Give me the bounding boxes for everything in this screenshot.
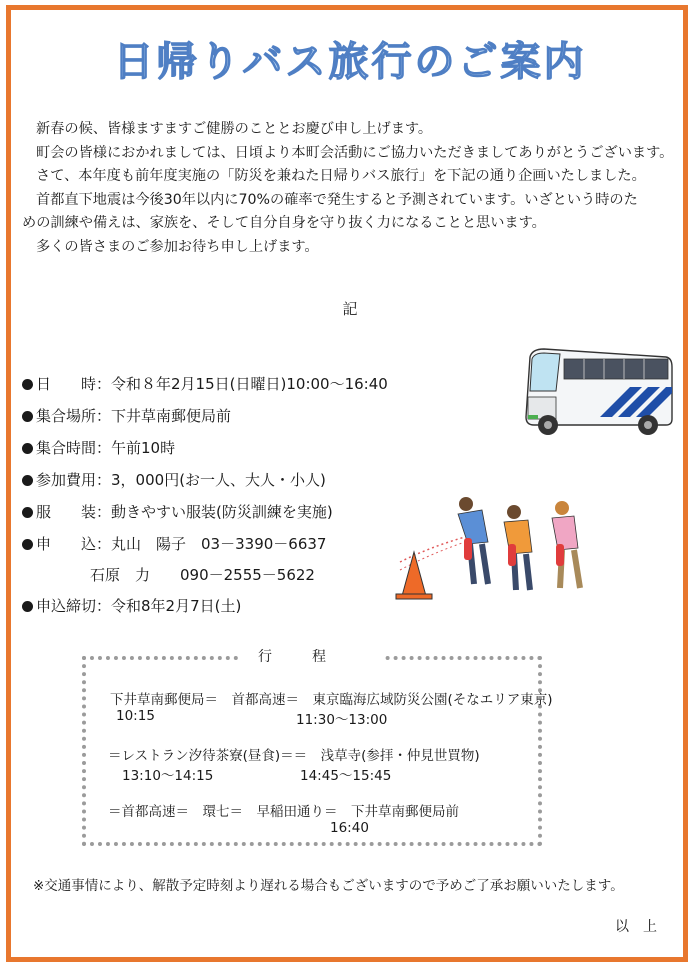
bullet-icon — [22, 411, 33, 422]
paragraph: 新春の候、皆様ますますご健勝のこととお慶び申し上げます。 — [36, 121, 433, 137]
meeting-time-value: 午前10時 — [111, 439, 176, 457]
apply-contact: 石原 力 090－2555－5622 — [90, 566, 315, 584]
schedule-box — [82, 649, 553, 846]
schedule-title: 行程 — [240, 649, 384, 665]
bullet-icon — [22, 443, 33, 454]
date-row — [22, 373, 388, 394]
bus-illustration — [520, 345, 675, 440]
paragraph: 町会の皆様におかれましては、日頃より本町会活動にご協力いただきましてありがとうございます。 — [36, 144, 674, 161]
bullet-icon — [22, 379, 33, 390]
page-title: 日帰りバス旅行のご案内 — [113, 39, 587, 85]
dress-value: 動きやすい服装(防災訓練を実施) — [111, 503, 333, 521]
date-value: 令和８年2月15日(日曜日)10:00～16:40 — [111, 375, 388, 393]
bullet-icon — [22, 539, 33, 550]
bullet-icon — [22, 475, 33, 486]
dress-row — [22, 501, 333, 522]
meeting-time-label: 集合時間： — [36, 439, 112, 457]
greeting-text — [22, 118, 682, 259]
deadline-label: 申込締切： — [36, 597, 112, 615]
schedule-time: 11:30～13:00 — [296, 712, 388, 728]
ki-heading: 記 — [342, 300, 358, 318]
apply-row — [90, 564, 315, 585]
apply-contact: 丸山 陽子 03－3390－6637 — [111, 535, 327, 553]
dress-label: 服 装： — [36, 503, 112, 521]
schedule-route: 下井草南郵便局＝ 首都高速＝ 東京臨海広域防災公園(そなエリア東京) — [110, 692, 553, 708]
apply-row — [22, 533, 326, 554]
schedule-time: 14:45～15:45 — [300, 768, 392, 784]
schedule-time: 16:40 — [330, 820, 369, 836]
deadline-row — [22, 595, 241, 616]
meeting-place-row — [22, 405, 231, 426]
schedule-route: ＝首都高速＝ 環七＝ 早稲田通り＝ 下井草南郵便局前 — [108, 804, 459, 820]
paragraph: めの訓練や備えは、家族を、そして自分自身を守り抜く力になることと思います。 — [22, 215, 546, 231]
bullet-icon — [22, 507, 33, 518]
fee-row — [22, 469, 326, 490]
deadline-value: 令和8年2月7日(土) — [111, 597, 242, 615]
apply-label: 申 込： — [36, 535, 112, 553]
paragraph: 首都直下地震は今後30年以内に70%の確率で発生すると予測されています。いざという時のた — [36, 191, 638, 208]
meeting-place-value: 下井草南郵便局前 — [111, 407, 232, 425]
meeting-time-row — [22, 437, 175, 458]
fire-drill-illustration — [390, 492, 605, 607]
date-label: 日 時： — [36, 375, 112, 393]
fee-value: 3，000円(お一人、大人・小人) — [111, 471, 326, 489]
closing-text: 以 上 — [615, 919, 657, 935]
bullet-icon — [22, 601, 33, 612]
traffic-note: ※交通事情により、解散予定時刻より遅れる場合もございますので予めご了承お願いいたします。 — [33, 878, 624, 894]
schedule-time: 13:10～14:15 — [122, 768, 214, 784]
meeting-place-label: 集合場所： — [36, 407, 112, 425]
paragraph: 多くの皆さまのご参加お待ち申し上げます。 — [36, 238, 319, 255]
paragraph: さて、本年度も前年度実施の「防災を兼ねた日帰りバス旅行」を下記の通り企画いたしました。 — [36, 168, 646, 184]
fee-label: 参加費用： — [36, 471, 112, 489]
schedule-time: 10:15 — [116, 708, 155, 724]
schedule-route: ＝レストラン汐待茶寮(昼食)＝＝ 浅草寺(参拝・仲見世買物) — [108, 748, 480, 764]
